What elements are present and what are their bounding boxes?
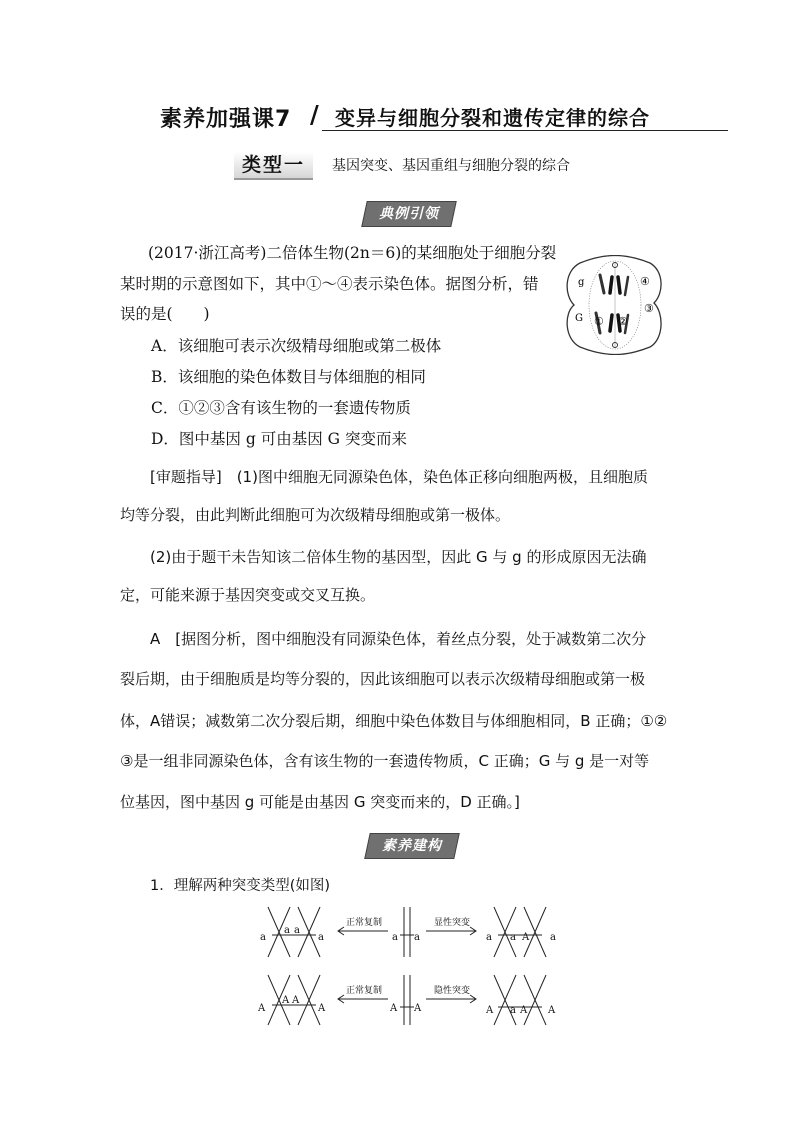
gene-a: a <box>550 932 556 943</box>
gene-a: a <box>510 932 516 943</box>
option-c: C．①②③含有该生物的一套遗传物质 <box>151 399 411 417</box>
cell-division-figure <box>560 255 668 355</box>
gene-A: A <box>282 995 290 1006</box>
gene-a: a <box>392 932 398 943</box>
question-line-3: 误的是( ) <box>120 305 210 323</box>
gene-g-label: g <box>578 277 585 288</box>
gene-a: a <box>318 932 324 943</box>
option-b: B．该细胞的染色体数目与体细胞的相同 <box>151 368 426 386</box>
guide-line-3: (2)由于题干未告知该二倍体生物的基因型，因此 G 与 g 的形成原因无法确 <box>150 548 647 566</box>
gene-a: a <box>510 1005 516 1016</box>
guide-line-1: [审题指导] (1)图中细胞无同源染色体，染色体正移向细胞两极，且细胞质 <box>150 468 648 486</box>
title-slash: / <box>310 100 319 129</box>
section-heading <box>234 152 654 180</box>
chromosome-2-label: ② <box>618 315 628 328</box>
type-badge: 类型一 <box>234 152 313 180</box>
gene-A: A <box>390 1003 398 1014</box>
title-topic: 变异与细胞分裂和遗传定律的综合 <box>335 106 650 130</box>
gene-a: a <box>294 925 300 936</box>
construct-banner <box>364 833 460 859</box>
answer-line-5: 位基因，图中基因 g 可能是由基因 G 突变而来的，D 正确。] <box>120 793 520 811</box>
chromosome-1-label: ① <box>594 315 604 328</box>
answer-line-4: ③是一组非同源染色体，含有该生物的一套遗传物质，C 正确；G 与 g 是一对等 <box>120 752 650 770</box>
construct-banner-label: 素养建构 <box>382 838 442 854</box>
gene-A: A <box>486 1005 494 1016</box>
gene-a: a <box>486 932 492 943</box>
answer-line-1: A [据图分析，图中细胞没有同源染色体，着丝点分裂，处于减数第二次分 <box>150 630 647 648</box>
option-a: A．该细胞可表示次级精母细胞或第二极体 <box>151 337 442 355</box>
normal-replication-label: 正常复制 <box>346 986 383 996</box>
gene-A: A <box>414 1003 422 1014</box>
answer-line-3: 体，A错误；减数第二次分裂后期，细胞中染色体数目与体细胞相同，B 正确；①② <box>120 712 668 730</box>
gene-a: a <box>284 925 290 936</box>
title-lesson: 素养加强课7 <box>160 107 292 132</box>
gene-A: A <box>522 932 530 943</box>
type-description: 基因突变、基因重组与细胞分裂的综合 <box>332 158 570 174</box>
gene-A: A <box>548 1005 556 1016</box>
guide-line-2: 均等分裂，由此判断此细胞可为次级精母细胞或第一极体。 <box>120 506 511 524</box>
gene-A: A <box>520 1005 528 1016</box>
option-d: D．图中基因 g 可由基因 G 突变而来 <box>151 430 407 448</box>
gene-A: A <box>258 1003 266 1014</box>
title-underline <box>322 130 728 131</box>
gene-A: A <box>292 995 300 1006</box>
gene-G-label: G <box>575 313 583 324</box>
normal-replication-label: 正常复制 <box>346 918 383 928</box>
recessive-mutation-label: 隐性突变 <box>434 986 471 996</box>
dominant-mutation-label: 显性突变 <box>434 918 471 928</box>
page-title <box>160 98 720 132</box>
gene-a: a <box>260 932 266 943</box>
question-line-1: (2017·浙江高考)二倍体生物(2n＝6)的某细胞处于细胞分裂 <box>148 244 557 262</box>
construct-item-1: 1．理解两种突变类型(如图) <box>150 878 331 894</box>
guide-line-4: 定，可能来源于基因突变或交叉互换。 <box>120 586 376 604</box>
example-banner <box>361 201 457 227</box>
chromosome-3-label: ③ <box>644 302 654 315</box>
answer-line-2: 裂后期，由于细胞质是均等分裂的，因此该细胞可以表示次级精母细胞或第一极 <box>120 670 646 688</box>
question-line-2: 某时期的示意图如下，其中①～④表示染色体。据图分析，错 <box>120 275 539 293</box>
gene-A: A <box>318 1003 326 1014</box>
mutation-types-figure <box>258 895 578 1035</box>
example-banner-label: 典例引领 <box>379 206 439 222</box>
gene-a: a <box>414 932 420 943</box>
chromosome-4-label: ④ <box>640 275 650 288</box>
